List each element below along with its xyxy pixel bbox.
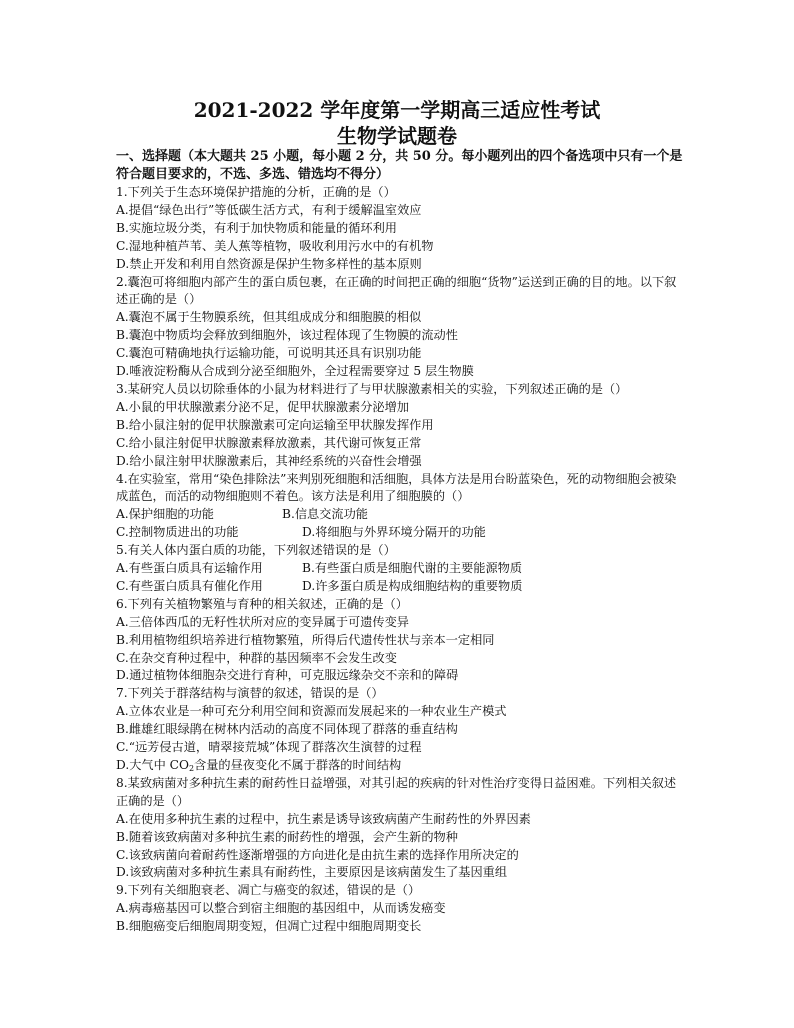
question-option: B.给小鼠注射的促甲状腺激素可定向运输至甲状腺发挥作用 <box>116 417 434 432</box>
question-option: C.湿地种植芦苇、美人蕉等植物，吸收利用污水中的有机物 <box>116 238 434 253</box>
question-stem: 8.某致病菌对多种抗生素的耐药性日益增强，对其引起的疾病的针对性治疗变得日益困难。下列相关叙述正确的是（） <box>116 775 677 808</box>
question-option: B.实施垃圾分类，有利于加快物质和能量的循环利用 <box>116 220 397 235</box>
question-option: D.将细胞与外界环境分隔开的功能 <box>302 525 486 540</box>
question-option: D.该致病菌对多种抗生素具有耐药性，主要原因是该病菌发生了基因重组 <box>116 865 508 880</box>
exam-subtitle: 生物学试题卷 <box>337 124 457 148</box>
question-option: D.禁止开发和利用自然资源是保护生物多样性的基本原则 <box>116 256 422 271</box>
option-row <box>116 578 686 596</box>
question-option: C.控制物质进出的功能 <box>116 525 239 540</box>
question-option: D.给小鼠注射甲状腺激素后，其神经系统的兴奋性会增强 <box>116 453 422 468</box>
option-row <box>116 524 686 542</box>
question-stem: 6.下列有关植物繁殖与育种的相关叙述，正确的是（） <box>116 596 408 611</box>
option-row <box>116 506 686 524</box>
question-option: A.立体农业是一种可充分利用空间和资源而发展起来的一种农业生产模式 <box>116 704 507 719</box>
subscript: 2 <box>188 764 195 773</box>
question-stem: 3.某研究人员以切除垂体的小鼠为材料进行了与甲状腺激素相关的实验，下列叙述正确的是（） <box>116 381 628 396</box>
question-option: A.三倍体西瓜的无籽性状所对应的变异属于可遗传变异 <box>116 614 409 629</box>
question-option: A.保护细胞的功能 <box>116 507 214 522</box>
question-option-co2 <box>116 757 686 775</box>
question-option: D.唾液淀粉酶从合成到分泌至细胞外，全过程需要穿过 5 层生物膜 <box>116 364 474 379</box>
question-option: B.细胞癌变后细胞周期变短，但凋亡过程中细胞周期变长 <box>116 919 422 934</box>
question-option: B.囊泡中物质均会释放到细胞外，该过程体现了生物膜的流动性 <box>116 328 458 343</box>
question-option: C.给小鼠注射促甲状腺激素释放激素，其代谢可恢复正常 <box>116 435 422 450</box>
exam-content <box>116 148 686 936</box>
question-option: B.雌雄红眼绿鹃在树林内活动的高度不同体现了群落的垂直结构 <box>116 722 458 737</box>
question-stem: 2.囊泡可将细胞内部产生的蛋白质包裹，在正确的时间把正确的细胞“货物”运送到正确的目的地。以下叙述正确的是（） <box>116 274 677 307</box>
option-text: 含量的昼夜变化不属于群落的时间结构 <box>194 758 402 772</box>
question-option: C.有些蛋白质具有催化作用 <box>116 578 263 593</box>
question-option: B.利用植物组织培养进行植物繁殖，所得后代遗传性状与亲本一定相同 <box>116 632 495 647</box>
question-option: A.有些蛋白质具有运输作用 <box>116 561 263 576</box>
question-stem: 5.有关人体内蛋白质的功能，下列叙述错误的是（） <box>116 543 396 558</box>
question-option: C.囊泡可精确地执行运输功能，可说明其还具有识别功能 <box>116 346 422 361</box>
question-option: C.在杂交育种过程中，种群的基因频率不会发生改变 <box>116 650 397 665</box>
question-option: D.许多蛋白质是构成细胞结构的重要物质 <box>302 578 523 593</box>
question-option: A.病毒癌基因可以整合到宿主细胞的基因组中，从而诱发癌变 <box>116 901 446 916</box>
question-option: A.在使用多种抗生素的过程中，抗生素是诱导该致病菌产生耐药性的外界因素 <box>116 811 531 826</box>
question-option: C.“远芳侵古道，晴翠接荒城”体现了群落次生演替的过程 <box>116 740 422 755</box>
question-option: B.信息交流功能 <box>282 507 368 522</box>
section-heading: 一、选择题（本大题共 25 小题，每小题 2 分，共 50 分。每小题列出的四个备选项中只有一个是符合题目要求的，不选、多选、错选均不得分） <box>116 149 683 182</box>
question-option: A.小鼠的甲状腺激素分泌不足，促甲状腺激素分泌增加 <box>116 399 409 414</box>
exam-title: 2021-2022 学年度第一学期高三适应性考试 <box>193 98 601 122</box>
question-option: B.随着该致病菌对多种抗生素的耐药性的增强，会产生新的物种 <box>116 829 458 844</box>
question-option: B.有些蛋白质是细胞代谢的主要能源物质 <box>302 561 523 576</box>
question-stem: 1.下列关于生态环境保护措施的分析，正确的是（） <box>116 185 396 199</box>
option-row <box>116 560 686 578</box>
question-option: A.囊泡不属于生物膜系统，但其组成成分和细胞膜的相似 <box>116 310 422 325</box>
question-option: C.该致病菌向着耐药性逐渐增强的方向进化是由抗生素的选择作用所决定的 <box>116 847 519 862</box>
question-stem: 4.在实验室，常用“染色排除法”来判别死细胞和活细胞，具体方法是用台盼蓝染色，死的动物细胞会被染成蓝色，而活的动物细胞则不着色。该方法是利用了细胞膜的（） <box>116 471 677 504</box>
question-option: D.通过植物体细胞杂交进行育种，可克服远缘杂交不亲和的障碍 <box>116 668 459 683</box>
question-stem: 9.下列有关细胞衰老、凋亡与癌变的叙述，错误的是（） <box>116 883 421 898</box>
question-stem: 7.下列关于群落结构与演替的叙述，错误的是（） <box>116 686 384 701</box>
question-option: A.提倡“绿色出行”等低碳生活方式，有利于缓解温室效应 <box>116 202 422 217</box>
option-text: D.大气中 CO <box>116 758 189 772</box>
